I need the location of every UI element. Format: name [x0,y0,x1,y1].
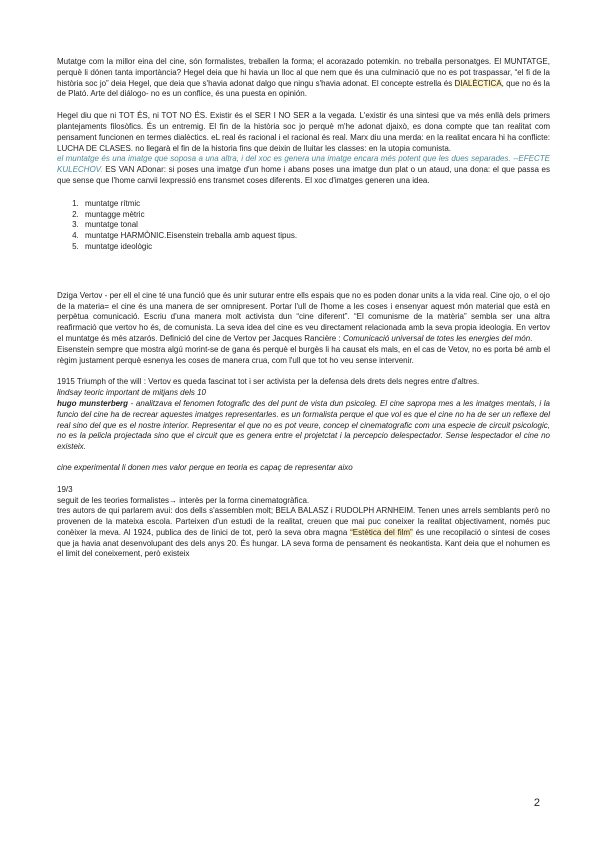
highlighted-term-dialectica: DIALÈCTICA [454,78,502,88]
list-item: 3. muntatge tonal [81,220,550,231]
page-number: 2 [533,797,540,809]
list-item: 5. muntatge ideològic [81,242,550,253]
paragraph-text: Dziga Vertov - per ell el cine té una funció que és unir suturar entre ells espais que no es poden donar units a la vida real. Cine ojo, o el ojo de la materia= el cine és una manera de ser omnipresent. Portar l'ull de l'home a les coses i ensenyar aquest món material que està en perpètua comunicació. Escriu d'una manera molt activista dun “cine diferent”. “El comunisme de la matèria” sembla ser una altra reafirmació que vertov ho és, de comunista. La seva idea del cine es veu directament relacionada amb la seva propia ideologia. En vertov el muntatge és més atzarós. Definició del cine de Vertov per Jacques Rancière : [57,290,550,343]
author-name: hugo munsterberg [57,398,129,408]
note-triumph: 1915 Triumph of the will : Vertov es queda fascinat tot i ser activista per la defensa dels drets dels negres entre d'altres. [57,377,480,387]
ranciere-definition: Comunicació universal de totes les energies del món [342,333,531,343]
paragraph-text: - analitzava el fenomen fotografic des del punt de vista dun psicoleg. El cine sapropa mes a les imatges mentals, i la funcio del cine ha de recrear aquestes imatges representarles. es un formalista perque el que vol es que el cine no ha de ser un reflexe del real sino del que es el nostre interior. Representar el que no es pot veure, concep el cinematografic com una especie de circuit psicologic, no es la pelicla projectada sino que el circuit que es genera entre el projetctat i la percepcio delespectador. Sense lespectador el cine no existeix. [57,398,550,452]
paragraph-montage-intro [57,57,550,100]
paragraph-balasz-arnheim [57,506,550,560]
paragraph-text: Mutatge com la millor eina del cine, són formalistes, treballen la forma; el acorazado potemkin. no treballa personatges. El MUNTATGE, perquè li dónen tanta importància? Hegel deia que hi havia un lloc al que nem que és una culminació que no es pot traspassar, “el fi de la història soc jo” deia Hegel, que deia que s'havia adonat dalgo que ningu s'havia adonat. El concepte estrella és [57,57,550,88]
note-hugo-munsterberg [57,399,550,453]
kuleshov-quote: el muntatge és una imatge que soposa a una altra, i del xoc es genera una imatge encara més potent que les dues separades. --EFECTE KULECHOV. [57,154,550,175]
paragraph-kuleshov [57,154,550,186]
paragraph-text: és une recopilació o síntesi de coses que ja havia anat desenvolupant des dels anys 20. És hungar. LA seva forma de pensament és neokantista. Kant deia que el nohumen es el limit del coneixement, però existeix [57,527,551,559]
paragraph-text: , que no és la de Plató. Arte del diálogo- no es un conflice, és una puesta en opinión. [57,78,550,99]
paragraph-text: . [530,333,533,343]
page-content [57,57,550,560]
paragraph-eisenstein: Eisenstein sempre que mostra algú morint-se de gana és perquè el burgès li ha causat els mals, en el cas de Vetov, no es porta bé amb el règim justament perquè esnenya les coses de manera crua, com l'ull que tot ho veu sense intervenir. [57,344,550,365]
montage-types-list [57,199,550,253]
list-item: 2. muntagge mètric [81,210,550,221]
note-lindsay: lindsay teoric important de mitjans dels 10 [57,388,206,398]
section-line-formalist: seguit de les teories formalistes→ interès per la forma cinematogràfica. [57,495,310,505]
paragraph-text: tres autors de qui parlarem avui: dos dells s'assemblen molt; BELA BALASZ i RUDOLPH ARNHEIM. Tenen unes arrels semblants però no provenen de la mateixa escola. Parteixen d'un estudi de la realitat, creuen que mai puc coneixer la realitat objectivament, només puc conèixer la meva. Al 1924, publica des de lìnici de tot, però la seva obra magna [57,506,550,537]
section-date: 19/3 [57,484,73,494]
note-experimental-cinema: cine experimental li donen mes valor perque en teoria es capaç de representar aixo [57,462,353,472]
paragraph-text: ES VAN ADonar: si poses una imatge d'un home i abans poses una imatge dun plat o un ataud, una dona: el que passa es que sense que l'home canvii lexpressió ens transmet coses diferents. El xoc d'imatges generen una idea. [57,165,550,185]
list-item: 4. muntatge HARMÒNIC.Eisenstein treballa amb aquest tipus. [81,231,550,242]
paragraph-hegel: Hegel diu que ni TOT ÉS, ni TOT NO ÉS. Existir és el SER I NO SER a la vegada. L'existir és una sintesi que va més enllà dels primers plantejaments filosòfics. És un entremig. El fin de la història soc jo perquè m'he adonat djaixò, es dona compte que tan realitat com pensament funcionen en termes dialèctics. eL real és racional i el racional és real. Marx diu una merda: en la realitat encara hi ha conflicte: LUCHA DE CLASES. no llegarà el fin de la historia fins que deixin de lluitar les classes: en la utopia comunista. [57,111,550,153]
list-item: 1. muntatge rítmic [81,199,550,210]
paragraph-vertov [57,291,550,345]
highlighted-title-estetica: “Estètica del film” [350,527,413,537]
